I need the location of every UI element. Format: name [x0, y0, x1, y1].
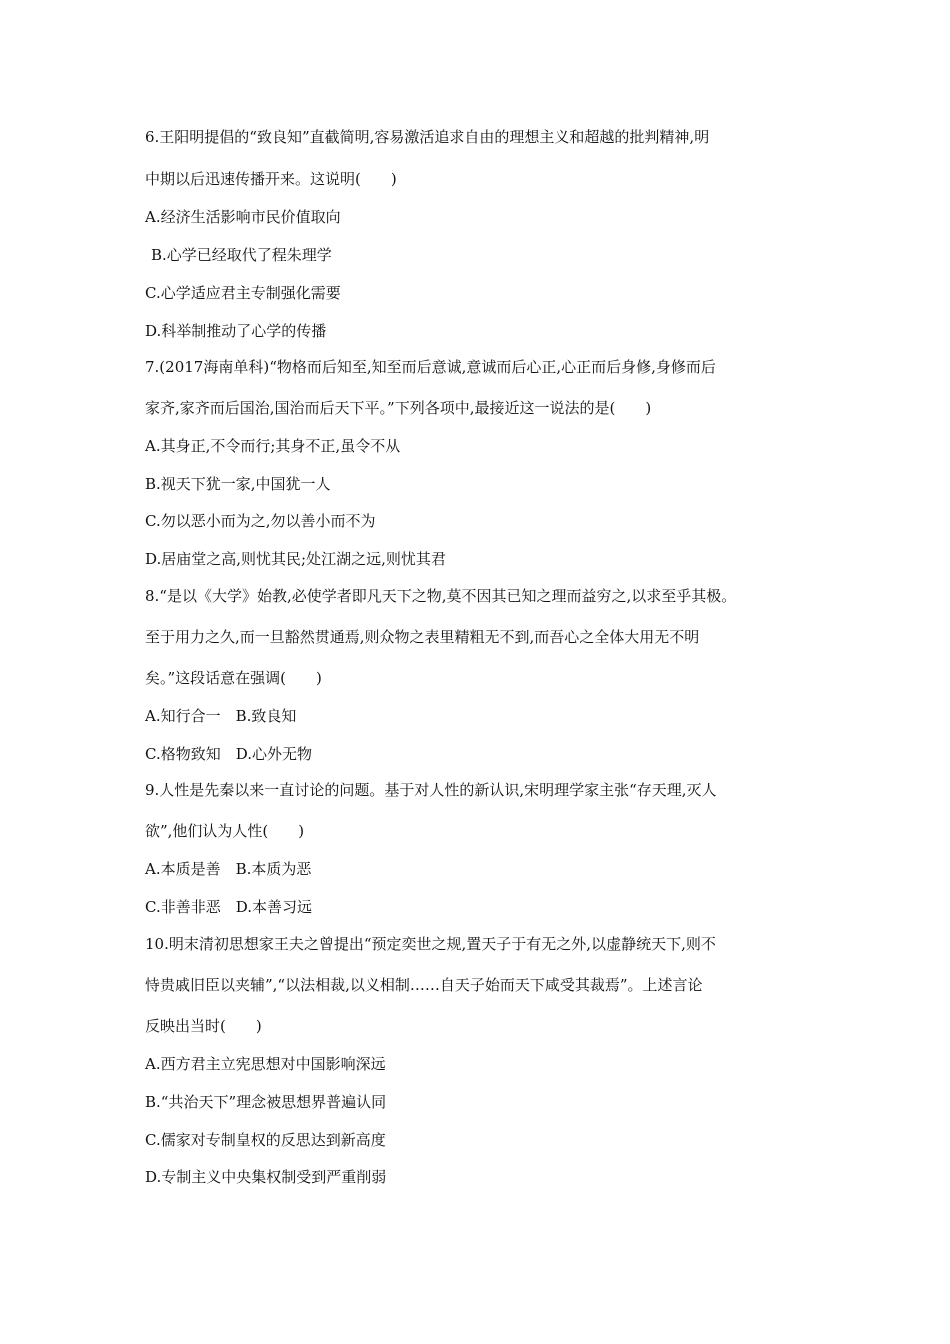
- question-stem-line: 恃贵戚旧臣以夹辅”,“以法相裁,以义相制……自天子始而天下咸受其裁焉”。上述言论: [145, 976, 703, 994]
- question-stem-line: 中期以后迅速传播开来。这说明( ): [145, 170, 397, 188]
- option-a: A.经济生活影响市民价值取向: [145, 208, 341, 226]
- question-stem-line: 家齐,家齐而后国治,国治而后天下平。”下列各项中,最接近这一说法的是( ): [145, 399, 652, 417]
- question-stem-line: 反映出当时( ): [145, 1017, 262, 1035]
- option-b: B.心学已经取代了程朱理学: [151, 246, 332, 264]
- option-b: B.“共治天下”理念被思想界普遍认同: [145, 1093, 387, 1111]
- option-d: D.科举制推动了心学的传播: [145, 322, 327, 340]
- question-stem-line: 6.王阳明提倡的“致良知”直截简明,容易激活追求自由的理想主义和超越的批判精神,明: [145, 128, 710, 146]
- option-b: B.视天下犹一家,中国犹一人: [145, 475, 331, 493]
- option-a-b: A.知行合一 B.致良知: [145, 707, 297, 725]
- option-c: C.儒家对专制皇权的反思达到新高度: [145, 1131, 386, 1149]
- question-stem-line: 9.人性是先秦以来一直讨论的问题。基于对人性的新认识,宋明理学家主张“存天理,灭人: [145, 781, 717, 799]
- question-stem-line: 7.(2017海南单科)“物格而后知至,知至而后意诚,意诚而后心正,心正而后身修,身修而后: [145, 358, 716, 376]
- option-a: A.其身正,不令而行;其身不正,虽令不从: [145, 437, 401, 455]
- question-stem-line: 10.明末清初思想家王夫之曾提出“预定奕世之规,置天子于有无之外,以虚静统天下,则不: [145, 935, 716, 953]
- option-c-d: C.格物致知 D.心外无物: [145, 745, 312, 763]
- question-stem-line: 8.“是以《大学》始教,必使学者即凡天下之物,莫不因其已知之理而益穷之,以求至乎其极。: [145, 587, 737, 605]
- option-c: C.勿以恶小而为之,勿以善小而不为: [145, 512, 376, 530]
- question-stem-line: 至于用力之久,而一旦豁然贯通焉,则众物之表里精粗无不到,而吾心之全体大用无不明: [145, 628, 700, 646]
- option-a: A.西方君主立宪思想对中国影响深远: [145, 1055, 386, 1073]
- question-stem-line: 欲”,他们认为人性( ): [145, 822, 305, 840]
- option-c-d: C.非善非恶 D.本善习远: [145, 898, 312, 916]
- option-a-b: A.本质是善 B.本质为恶: [145, 860, 312, 878]
- option-d: D.居庙堂之高,则忧其民;处江湖之远,则忧其君: [145, 550, 446, 568]
- question-stem-line: 矣。”这段话意在强调( ): [145, 669, 322, 687]
- option-d: D.专制主义中央集权制受到严重削弱: [145, 1168, 387, 1186]
- option-c: C.心学适应君主专制强化需要: [145, 284, 341, 302]
